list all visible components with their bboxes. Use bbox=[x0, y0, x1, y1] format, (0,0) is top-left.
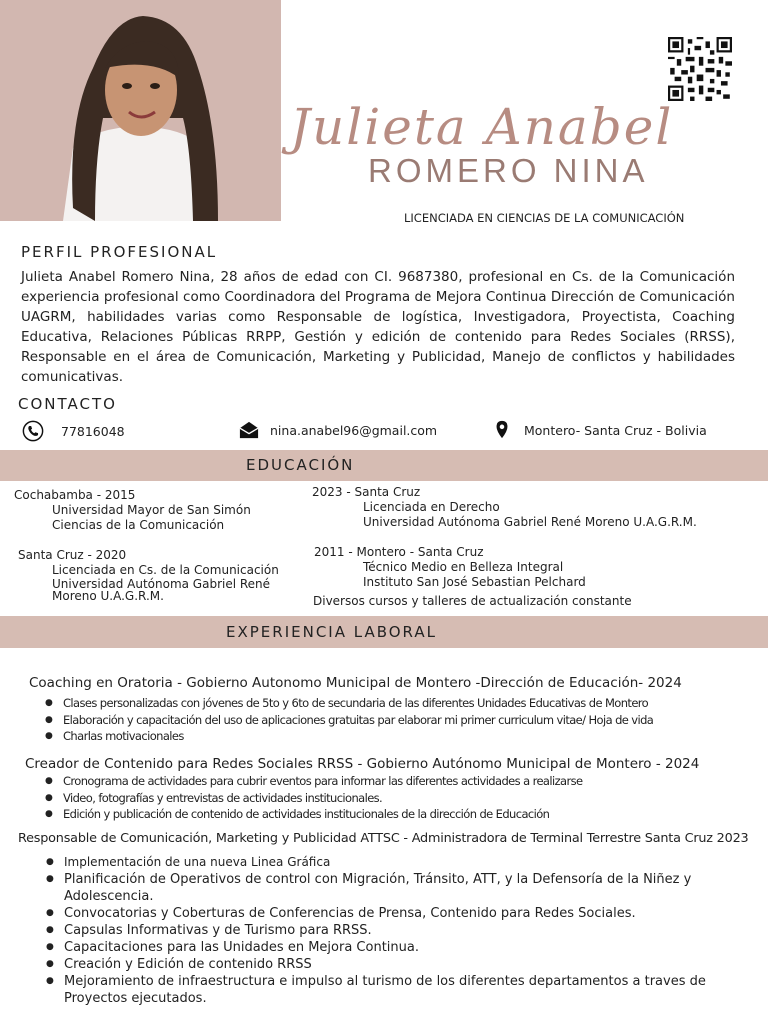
education-entry bbox=[14, 488, 251, 533]
education-heading: EDUCACIÓN bbox=[246, 456, 355, 474]
education-entry bbox=[314, 545, 586, 590]
location-pin-icon bbox=[494, 420, 510, 440]
education-place-year: Cochabamba - 2015 bbox=[14, 488, 136, 502]
education-band bbox=[0, 450, 768, 481]
list-item: ● Video, fotografías y entrevistas de actividades institucionales. bbox=[41, 790, 582, 807]
list-item: ● Capsulas Informativas y de Turismo para RRSS. bbox=[40, 922, 744, 939]
job-title: LICENCIADA EN CIENCIAS DE LA COMUNICACIÓN bbox=[404, 211, 685, 225]
phone-icon bbox=[21, 420, 45, 442]
profile-heading: PERFIL PROFESIONAL bbox=[21, 243, 218, 261]
job-heading: Coaching en Oratoria - Gobierno Autonomo Municipal de Montero -Dirección de Educación- 2024 bbox=[29, 675, 682, 691]
job-bullet-list bbox=[41, 695, 653, 745]
location-text: Montero- Santa Cruz - Bolivia bbox=[524, 422, 707, 438]
job-bullet-list bbox=[41, 773, 582, 823]
email-address: nina.anabel96@gmail.com bbox=[270, 422, 438, 438]
list-item: ● Clases personalizadas con jóvenes de 5to y 6to de secundaria de las diferentes Unidades Educativas de Montero bbox=[41, 695, 653, 712]
job-bullet-list bbox=[40, 854, 744, 1007]
job-heading: Creador de Contenido para Redes Sociales RRSS - Gobierno Autónomo Municipal de Montero - 2024 bbox=[25, 756, 700, 772]
envelope-icon bbox=[238, 420, 260, 440]
list-item: ● Convocatorias y Coberturas de Conferencias de Prensa, Contenido para Redes Sociales. bbox=[40, 905, 744, 922]
education-line: Universidad Mayor de San Simón bbox=[52, 503, 251, 517]
contact-location bbox=[494, 420, 707, 440]
list-item: ● Charlas motivacionales bbox=[41, 728, 653, 745]
education-line: Técnico Medio en Belleza Integral bbox=[363, 560, 564, 574]
list-item: ● Implementación de una nueva Linea Gráfica bbox=[40, 854, 744, 871]
profile-photo bbox=[33, 8, 245, 221]
contact-phone[interactable] bbox=[21, 420, 125, 442]
contact-heading: CONTACTO bbox=[18, 395, 117, 413]
last-name: ROMERO NINA bbox=[368, 152, 649, 189]
list-item: ● Capacitaciones para las Unidades en Mejora Continua. bbox=[40, 939, 744, 956]
education-line: Universidad Autónoma Gabriel René bbox=[52, 577, 271, 591]
education-place-year: Santa Cruz - 2020 bbox=[18, 548, 127, 562]
education-line: Ciencias de la Comunicación bbox=[52, 518, 225, 532]
experience-heading: EXPERIENCIA LABORAL bbox=[226, 623, 437, 641]
education-place-year: 2011 - Montero - Santa Cruz bbox=[314, 545, 484, 559]
education-line: Moreno U.A.G.R.M. bbox=[52, 589, 164, 603]
education-entry bbox=[18, 548, 279, 602]
list-item: ● Elaboración y capacitación del uso de aplicaciones gratuitas par elaborar mi primer curriculum vitae/ Hoja de vida bbox=[41, 712, 653, 729]
education-line: Licenciada en Cs. de la Comunicación bbox=[52, 563, 279, 577]
contact-email[interactable] bbox=[238, 420, 437, 440]
education-place-year: 2023 - Santa Cruz bbox=[312, 485, 421, 499]
education-line: Licenciada en Derecho bbox=[363, 500, 500, 514]
list-item: ● Creación y Edición de contenido RRSS bbox=[40, 956, 744, 973]
list-item: ● Planificación de Operativos de control con Migración, Tránsito, ATT, y la Defensoría de la Niñez y Adolescencia. bbox=[40, 871, 744, 905]
first-name: Julieta Anabel bbox=[290, 98, 674, 156]
qr-code-icon[interactable] bbox=[666, 37, 734, 101]
profile-text: Julieta Anabel Romero Nina, 28 años de edad con CI. 9687380, profesional en Cs. de la Comunicación experiencia profesional como Coordinadora del Programa de Mejora Continua Dirección de Comunicación UAGRM, habilidades varias como Responsable de logística, Investigadora, Proyectista, Coaching Educativa, Relaciones Públicas RRPP, Gestión y edición de contenido para Redes Sociales (RRSS), Responsable en el área de Comunicación, Marketing y Publicidad, Manejo de conflictos y habilidades comunicativas. bbox=[21, 269, 735, 385]
list-item: ● Edición y publicación de contenido de actividades institucionales de la dirección de Educación bbox=[41, 806, 582, 823]
job-heading: Responsable de Comunicación, Marketing y Publicidad ATTSC - Administradora de Terminal Terrestre Santa Cruz 2023 bbox=[18, 831, 749, 846]
education-entry bbox=[312, 485, 697, 530]
photo-background bbox=[0, 0, 281, 221]
education-extra: Diversos cursos y talleres de actualización constante bbox=[313, 594, 632, 608]
education-line: Universidad Autónoma Gabriel René Moreno U.A.G.R.M. bbox=[363, 515, 697, 529]
list-item: ● Mejoramiento de infraestructura e impulso al turismo de los diferentes departamentos a traves de Proyectos ejecutados. bbox=[40, 973, 744, 1007]
list-item: ● Cronograma de actividades para cubrir eventos para informar las diferentes actividades a realizarse bbox=[41, 773, 582, 790]
phone-number: 77816048 bbox=[61, 423, 125, 439]
education-line: Instituto San José Sebastian Pelchard bbox=[363, 575, 586, 589]
